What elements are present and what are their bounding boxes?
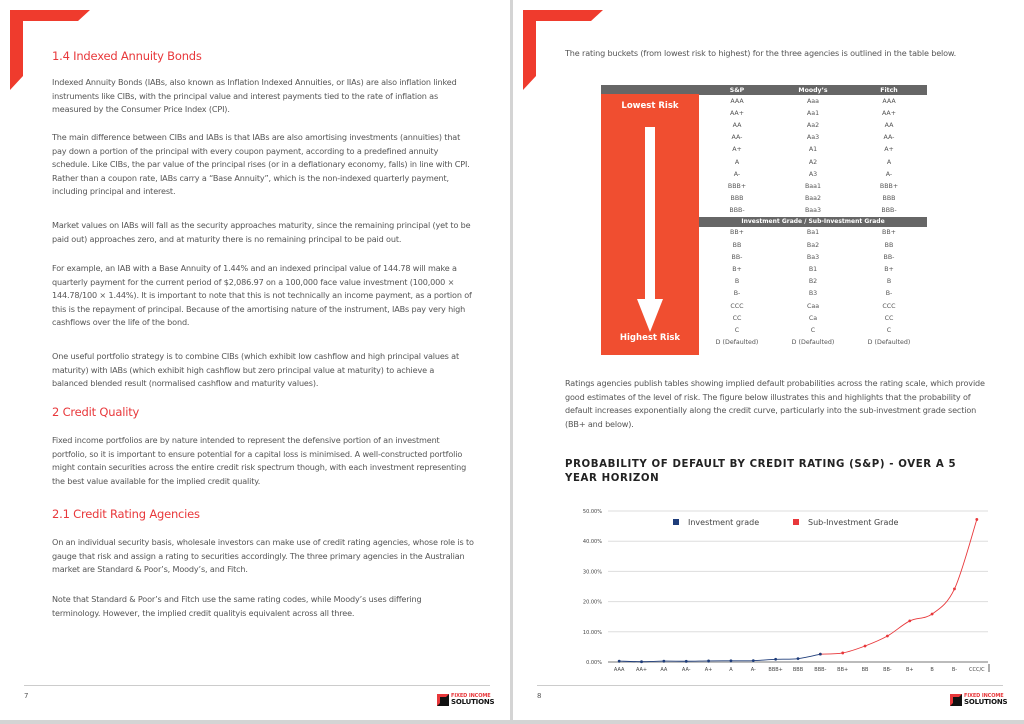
- x-tick-label: BBB+: [768, 667, 783, 673]
- data-point: [685, 660, 688, 663]
- header-moodys: Moody’s: [798, 86, 828, 94]
- cell-fitch: BBB: [882, 195, 896, 203]
- cell-fitch: C: [886, 326, 892, 334]
- x-tick-label: B+: [905, 667, 914, 673]
- table-row: [699, 263, 927, 275]
- cell-sp: CC: [732, 314, 742, 322]
- logo-text-bottom: SOLUTIONS: [964, 698, 1008, 706]
- legend-label: Investment grade: [688, 518, 760, 527]
- paragraph-table-intro: The rating buckets (from lowest risk to highest) for the three agencies is outlined in the table below.: [565, 48, 957, 58]
- table-row: [699, 95, 927, 107]
- cell-fitch: CC: [884, 314, 894, 322]
- x-tick-label: A-: [750, 667, 756, 673]
- rating-grid: [699, 85, 927, 349]
- legend-swatch: [793, 519, 799, 525]
- cell-moodys: A1: [808, 146, 818, 154]
- cell-fitch: AA-: [883, 134, 895, 142]
- data-point: [908, 620, 911, 623]
- data-point: [640, 660, 643, 663]
- header-sp: S&P: [729, 86, 745, 94]
- arrow-down-icon: [637, 127, 663, 332]
- cell-moodys: Aa3: [806, 134, 820, 142]
- heading-credit-rating-agencies: 2.1 Credit Rating Agencies: [52, 507, 200, 521]
- cell-fitch: BB+: [882, 229, 896, 237]
- logo-mark-icon: [437, 694, 449, 706]
- cell-fitch: A+: [884, 146, 894, 154]
- x-tick-label: CCC/C: [968, 667, 985, 673]
- default-probability-chart: [553, 495, 1018, 680]
- x-tick-label: BB: [861, 667, 869, 673]
- paragraph-credit-quality: Fixed income portfolios are by nature intended to represent the defensive portion of an investment portfolio, so it is important to ensure potential for a capital loss is minimised. A well-constructed portfolio might contain securities across the entire credit risk spectrum though, with each investment representing the best value available for the implied credit quality.: [52, 435, 467, 486]
- cell-sp: BB-: [731, 253, 743, 261]
- table-row: [699, 119, 927, 131]
- cell-sp: BBB+: [727, 182, 747, 190]
- logo-text-top: FIXED INCOME: [451, 693, 491, 699]
- y-tick-label: 30.00%: [582, 569, 602, 576]
- table-row: [699, 107, 927, 119]
- x-tick-label: AA-: [681, 667, 691, 673]
- paragraph-iab-difference: The main difference between CIBs and IABs is that IABs are also amortising investments (annuities) that pay down a portion of the principal with every coupon payment, according to a predefined annuity schedule. Like CIBs, the par value of the principal rises (or in a deflationary economy, falls) in line with CPI. Rather than a coupon rate, IABs carry a “Base Annuity”, which is the non-indexed quarterly payment, including principal and interest.: [52, 132, 470, 197]
- table-row: [699, 312, 927, 324]
- y-tick-label: 40.00%: [582, 539, 602, 546]
- legend-swatch: [673, 519, 679, 525]
- grade-divider-label: Investment Grade / Sub-Investment Grade: [741, 218, 885, 226]
- cell-moodys: B3: [808, 290, 818, 298]
- x-tick-label: B: [930, 667, 934, 673]
- cell-sp: AA: [732, 121, 742, 129]
- cell-sp: BBB: [730, 195, 744, 203]
- cell-sp: C: [734, 326, 740, 334]
- cell-sp: AA-: [731, 134, 743, 142]
- lowest-risk-label: Lowest Risk: [621, 101, 679, 111]
- cell-moodys: Ba3: [806, 253, 820, 261]
- x-tick-label: BB+: [837, 667, 849, 673]
- data-point: [953, 588, 956, 591]
- x-tick-label: AA+: [635, 667, 648, 673]
- highest-risk-label: Highest Risk: [619, 333, 681, 343]
- data-point: [931, 613, 934, 616]
- footer-divider: [537, 685, 1003, 686]
- cell-moodys: D (Defaulted): [791, 339, 835, 347]
- data-point: [618, 660, 621, 663]
- cell-fitch: AA+: [881, 109, 897, 117]
- risk-scale-header: [601, 85, 699, 94]
- heading-indexed-annuity-bonds: 1.4 Indexed Annuity Bonds: [52, 49, 202, 63]
- legend-label: Sub-Investment Grade: [808, 518, 899, 527]
- series-line: [820, 519, 976, 654]
- x-tick-label: BB-: [883, 667, 892, 673]
- cell-fitch: BB: [884, 241, 894, 249]
- x-tick-label: BBB-: [814, 667, 827, 673]
- series-line: [619, 654, 820, 662]
- cell-moodys: B2: [808, 278, 818, 286]
- cell-fitch: CCC: [882, 302, 896, 310]
- cell-moodys: Ba2: [806, 241, 820, 249]
- logo-mark-icon: [950, 694, 962, 706]
- cell-sp: BB: [732, 241, 742, 249]
- x-tick-label: B-: [951, 667, 958, 673]
- cell-sp: B-: [733, 290, 741, 298]
- footer-divider: [24, 685, 490, 686]
- page-number: 8: [537, 692, 542, 700]
- cell-moodys: B1: [808, 266, 818, 274]
- table-row: [699, 132, 927, 144]
- x-tick-label: AA: [660, 667, 668, 673]
- data-point: [752, 659, 755, 662]
- cell-sp: A+: [732, 146, 742, 154]
- x-tick-label: A: [729, 667, 733, 673]
- data-point: [819, 653, 822, 656]
- cell-moodys: Baa1: [804, 182, 822, 190]
- y-tick-label: 50.00%: [582, 509, 602, 515]
- cell-moodys: Aaa: [806, 97, 820, 105]
- cell-sp: A-: [733, 170, 741, 178]
- cell-sp: BBB-: [729, 207, 745, 215]
- cell-fitch: BBB-: [881, 207, 897, 215]
- cell-sp: AAA: [730, 97, 744, 105]
- cell-moodys: Baa3: [804, 207, 822, 215]
- data-point: [730, 659, 733, 662]
- x-tick-label: BBB: [792, 667, 804, 673]
- cell-moodys: Ba1: [806, 229, 820, 237]
- table-row: [699, 337, 927, 349]
- cell-fitch: B-: [885, 290, 893, 298]
- cell-sp: AA+: [729, 109, 745, 117]
- x-tick-label: AAA: [613, 667, 625, 673]
- cell-moodys: Ca: [808, 314, 818, 322]
- cell-fitch: A: [886, 158, 892, 166]
- x-tick-label: A+: [704, 667, 713, 673]
- paragraph-iab-intro: Indexed Annuity Bonds (IABs, also known as Inflation Indexed Annuities, or IIAs) are also inflation linked instruments like CIBs, with the principal value and interest payments tied to the rate of inflation as measured by the Consumer Price Index (CPI).: [52, 77, 457, 115]
- cell-fitch: B: [886, 278, 892, 286]
- cell-moodys: C: [810, 326, 816, 334]
- table-row: [699, 251, 927, 263]
- company-logo: [950, 693, 1010, 707]
- data-point: [975, 518, 978, 521]
- grade-divider-row: [699, 217, 927, 227]
- data-point: [841, 652, 844, 655]
- table-row: [699, 276, 927, 288]
- paragraph-default-probabilities: Ratings agencies publish tables showing implied default probabilities across the rating scale, which provide good estimates of the level of risk. The figure below illustrates this and highlights that the probability of default increases exponentially along the credit curve, particularly into the sub-investment grade section (BB+ and below).: [565, 378, 985, 429]
- logo-text-bottom: SOLUTIONS: [451, 698, 495, 706]
- cell-fitch: BBB+: [879, 182, 899, 190]
- data-point: [662, 660, 665, 663]
- table-row: [699, 227, 927, 239]
- risk-scale: [601, 85, 699, 355]
- cell-moodys: Caa: [806, 302, 820, 310]
- cell-moodys: A2: [808, 158, 818, 166]
- heading-credit-quality: 2 Credit Quality: [52, 405, 140, 419]
- table-row: [699, 239, 927, 251]
- table-row: [699, 300, 927, 312]
- cell-fitch: B+: [884, 266, 894, 274]
- chart-title: PROBABILITY OF DEFAULT BY CREDIT RATING (S&P) - OVER A 5 YEAR HORIZON: [565, 459, 957, 484]
- page-number: 7: [24, 692, 29, 700]
- cell-moodys: Aa1: [806, 109, 820, 117]
- cell-fitch: A-: [885, 170, 893, 178]
- cell-sp: B+: [732, 266, 742, 274]
- data-point: [864, 645, 867, 648]
- cell-sp: CCC: [730, 302, 744, 310]
- paragraph-market-values: Market values on IABs will fall as the security approaches maturity, since the remaining principal (yet to be paid out) approaches zero, and at maturity there is no remaining principal to be paid out.: [52, 220, 471, 244]
- page-7: [0, 0, 510, 720]
- table-row: [699, 205, 927, 217]
- paragraph-rating-codes: Note that Standard & Poor’s and Fitch use the same rating codes, while Moody’s uses differing terminology. However, the implied credit qualityis equivalent across all three.: [52, 594, 422, 618]
- table-row: [699, 193, 927, 205]
- table-row: [699, 156, 927, 168]
- header-fitch: Fitch: [880, 86, 898, 94]
- logo-text-top: FIXED INCOME: [964, 693, 1004, 699]
- rating-table: [601, 85, 927, 355]
- cell-sp: BB+: [730, 229, 744, 237]
- cell-sp: A: [734, 158, 740, 166]
- y-tick-label: 20.00%: [582, 599, 602, 606]
- cell-sp: D (Defaulted): [715, 339, 759, 347]
- paragraph-example: For example, an IAB with a Base Annuity of 1.44% and an indexed principal value of 144.78 will make a quarterly payment for the current period of $2,086.97 on a 100,000 face value investment (100,000 × 144.78/100 × 1.44%). It is important to note that this is not technically an income payment, as a portion of this is the repayment of principal. Because of the amortising nature of the instrument, IABs pay very high cashflows over the life of the bond.: [52, 263, 472, 328]
- data-point: [886, 635, 889, 638]
- cell-moodys: Aa2: [806, 121, 820, 129]
- page-8: [513, 0, 1024, 720]
- company-logo: [437, 693, 497, 707]
- table-row: [699, 144, 927, 156]
- table-row: [699, 168, 927, 180]
- data-point: [774, 658, 777, 661]
- cell-fitch: D (Defaulted): [867, 339, 911, 347]
- table-row: [699, 288, 927, 300]
- cell-fitch: BB-: [883, 253, 895, 261]
- cell-fitch: AA: [884, 121, 894, 129]
- y-tick-label: 0.00%: [586, 660, 602, 666]
- paragraph-portfolio-strategy: One useful portfolio strategy is to combine CIBs (which exhibit low cashflow and high principal values at maturity) with IABs (which exhibit high cashflow but zero principal value at maturity) to achieve a balanced blended result (normalised cashflow and maturity values).: [52, 351, 459, 389]
- cell-moodys: A3: [808, 170, 818, 178]
- table-row: [699, 180, 927, 192]
- table-header-row: [699, 85, 927, 95]
- paragraph-rating-agencies: On an individual security basis, wholesale investors can make use of credit rating agencies, whose role is to gauge that risk and assign a rating to securities accordingly. The three primary agencies in the Australian market are Standard & Poor’s, Moody’s, and Fitch.: [52, 537, 474, 575]
- cell-fitch: AAA: [882, 97, 896, 105]
- table-row: [699, 324, 927, 336]
- data-point: [797, 657, 800, 660]
- y-tick-label: 10.00%: [582, 629, 602, 636]
- cell-sp: B: [734, 278, 740, 286]
- cell-moodys: Baa2: [804, 195, 822, 203]
- data-point: [707, 660, 710, 663]
